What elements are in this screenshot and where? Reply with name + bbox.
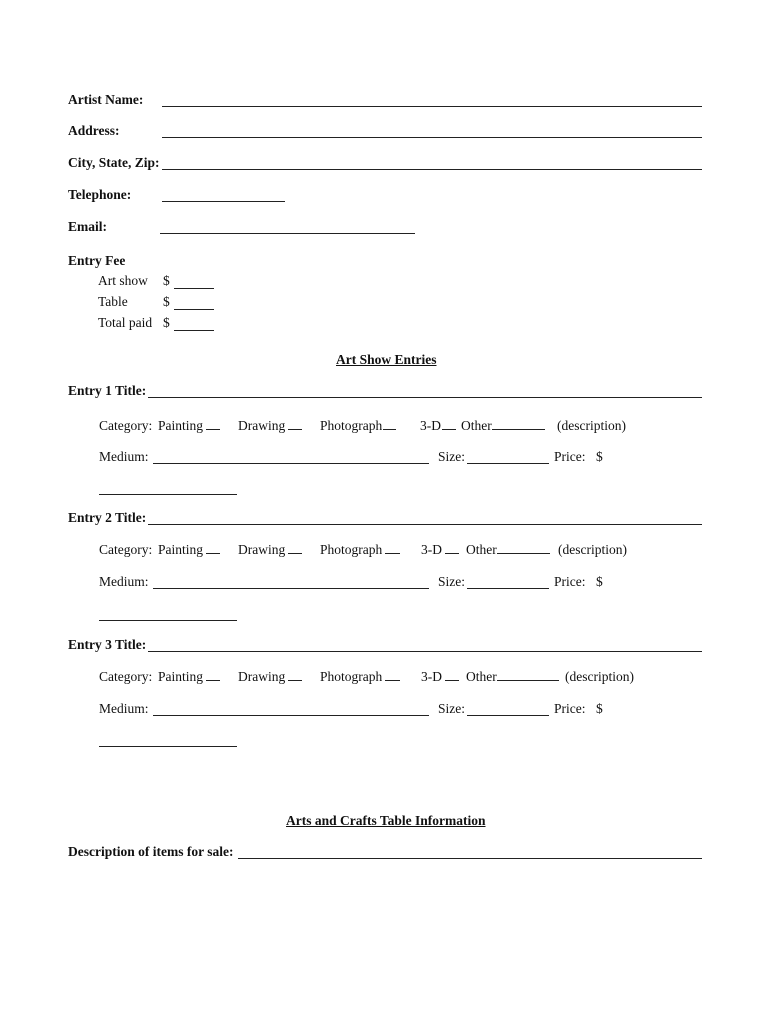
3d-checkbox[interactable] <box>442 427 456 430</box>
category-other-label: Other <box>466 669 497 684</box>
3d-checkbox[interactable] <box>445 551 459 554</box>
drawing-checkbox[interactable] <box>288 551 302 554</box>
price-label: Price: <box>554 449 586 464</box>
medium-label: Medium: <box>99 701 149 716</box>
size-field[interactable] <box>467 463 549 464</box>
fee-label-total-paid: Total paid <box>98 315 153 330</box>
entry-title-label: Entry 3 Title: <box>68 637 147 652</box>
telephone-field[interactable] <box>162 201 285 202</box>
items-description-label: Description of items for sale: <box>68 844 234 859</box>
category-label: Category: <box>99 542 153 557</box>
artist-name-label: Artist Name: <box>68 92 144 107</box>
category-photograph-label: Photograph <box>320 669 383 684</box>
medium-label: Medium: <box>99 574 149 589</box>
price-label: Price: <box>554 701 586 716</box>
photograph-checkbox[interactable] <box>385 551 400 554</box>
category-drawing-label: Drawing <box>238 418 286 433</box>
arts-crafts-table-heading: Arts and Crafts Table Information <box>286 813 486 828</box>
category-painting-label: Painting <box>158 418 204 433</box>
email-label: Email: <box>68 219 107 234</box>
size-field[interactable] <box>467 715 549 716</box>
entry-2-title-field[interactable] <box>148 524 702 525</box>
entry-title-label: Entry 1 Title: <box>68 383 147 398</box>
price-currency: $ <box>596 449 603 464</box>
drawing-checkbox[interactable] <box>288 678 302 681</box>
fee-total-paid-field[interactable] <box>174 330 214 331</box>
drawing-checkbox[interactable] <box>288 427 302 430</box>
size-label: Size: <box>438 574 465 589</box>
description-label: (description) <box>558 542 627 557</box>
fee-currency: $ <box>163 273 170 288</box>
price-currency: $ <box>596 574 603 589</box>
category-photograph-label: Photograph <box>320 542 383 557</box>
size-label: Size: <box>438 449 465 464</box>
city-state-zip-field[interactable] <box>162 169 702 170</box>
entry-fee-heading: Entry Fee <box>68 253 126 268</box>
painting-checkbox[interactable] <box>206 678 220 681</box>
price-field[interactable] <box>99 746 237 747</box>
category-3d-label: 3-D <box>420 418 441 433</box>
category-photograph-label: Photograph <box>320 418 383 433</box>
photograph-checkbox[interactable] <box>385 678 400 681</box>
painting-checkbox[interactable] <box>206 427 220 430</box>
address-label: Address: <box>68 123 120 138</box>
other-field[interactable] <box>497 551 550 554</box>
items-description-field[interactable] <box>238 858 702 859</box>
category-drawing-label: Drawing <box>238 669 286 684</box>
fee-currency: $ <box>163 315 170 330</box>
art-show-entries-heading: Art Show Entries <box>336 352 437 367</box>
painting-checkbox[interactable] <box>206 551 220 554</box>
category-other-label: Other <box>466 542 497 557</box>
category-painting-label: Painting <box>158 669 204 684</box>
city-state-zip-label: City, State, Zip: <box>68 155 160 170</box>
fee-label-table: Table <box>98 294 128 309</box>
entry-title-label: Entry 2 Title: <box>68 510 147 525</box>
price-currency: $ <box>596 701 603 716</box>
email-field[interactable] <box>160 233 415 234</box>
description-label: (description) <box>557 418 626 433</box>
medium-field[interactable] <box>153 463 429 464</box>
price-field[interactable] <box>99 620 237 621</box>
medium-field[interactable] <box>153 715 429 716</box>
telephone-label: Telephone: <box>68 187 132 202</box>
fee-label-art-show: Art show <box>98 273 148 288</box>
artist-name-field[interactable] <box>162 106 702 107</box>
category-3d-label: 3-D <box>421 669 442 684</box>
category-label: Category: <box>99 669 153 684</box>
medium-label: Medium: <box>99 449 149 464</box>
fee-art-show-field[interactable] <box>174 288 214 289</box>
price-field[interactable] <box>99 494 237 495</box>
size-label: Size: <box>438 701 465 716</box>
other-field[interactable] <box>492 427 545 430</box>
photograph-checkbox[interactable] <box>383 427 396 430</box>
other-field[interactable] <box>497 678 559 681</box>
category-other-label: Other <box>461 418 492 433</box>
description-label: (description) <box>565 669 634 684</box>
address-field[interactable] <box>162 137 702 138</box>
medium-field[interactable] <box>153 588 429 589</box>
fee-table-field[interactable] <box>174 309 214 310</box>
3d-checkbox[interactable] <box>445 678 459 681</box>
fee-currency: $ <box>163 294 170 309</box>
entry-3-title-field[interactable] <box>148 651 702 652</box>
size-field[interactable] <box>467 588 549 589</box>
price-label: Price: <box>554 574 586 589</box>
category-label: Category: <box>99 418 153 433</box>
category-drawing-label: Drawing <box>238 542 286 557</box>
entry-1-title-field[interactable] <box>148 397 702 398</box>
category-3d-label: 3-D <box>421 542 442 557</box>
category-painting-label: Painting <box>158 542 204 557</box>
